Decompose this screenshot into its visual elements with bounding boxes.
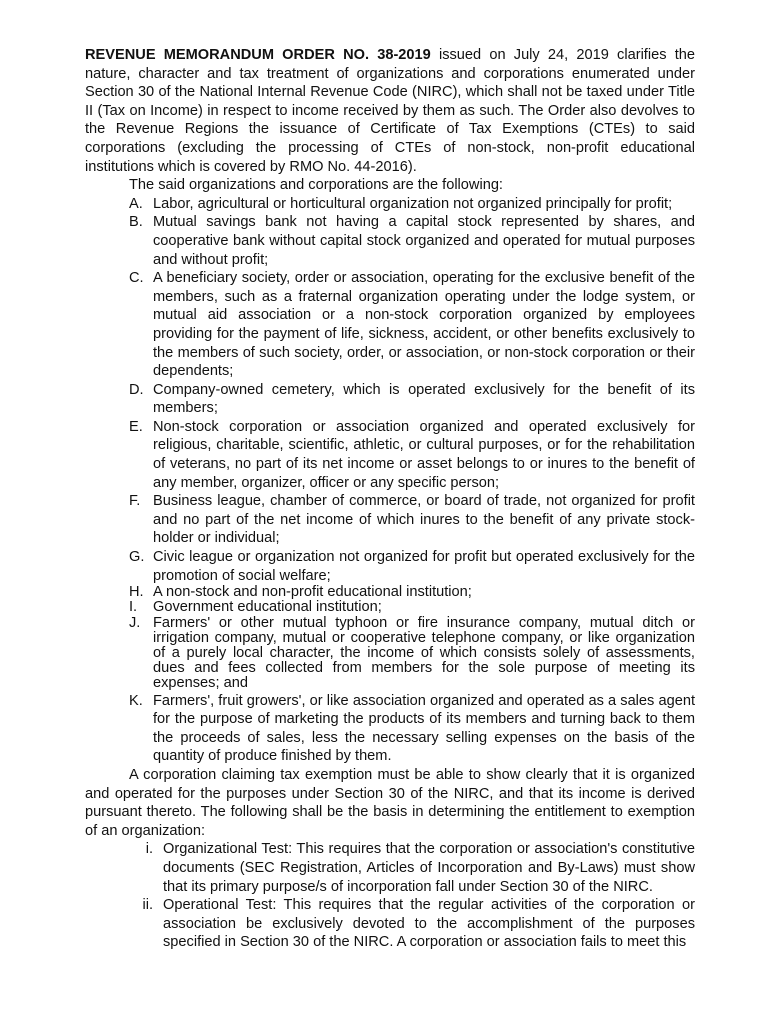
list-item xyxy=(85,381,695,418)
item-text: Non-stock corporation or association organized and operated exclusively for religious, charitable, scientific, athletic, or cultural purposes, or for the rehabilitation of veterans, no part of its net income or asset belongs to or inures to the benefit of any member, organizer, officer or any specific person; xyxy=(153,418,695,491)
list-item xyxy=(85,548,695,585)
list-item xyxy=(85,616,695,692)
item-text: Government educational institution; xyxy=(153,599,382,616)
organizations-list xyxy=(85,195,695,766)
item-marker: F. xyxy=(129,493,141,510)
intro-text: issued on July 24, 2019 clarifies the nature, character and tax treatment of organizations and corporations enumerated under Section 30 of the National Internal Revenue Code (NIRC), which shall not be taxed under Title II (Tax on Income) in respect to income received by them as such. The Order also devolves to the Revenue Regions the issuance of Certificate of Tax Exemptions (CTEs) to said corporations (excluding the processing of CTEs of non-stock, non-profit educational institutions which is covered by RMO No. 44-2016). xyxy=(85,47,695,175)
item-marker: K. xyxy=(129,692,143,709)
item-text: A non-stock and non-profit educational institution; xyxy=(153,584,472,601)
item-text: Business league, chamber of commerce, or board of trade, not organized for profit and no part of the net income of which inures to the benefit of any private stock-holder or individual; xyxy=(153,493,695,547)
item-marker: C. xyxy=(129,270,144,287)
list-item xyxy=(85,585,695,600)
item-text: Farmers', fruit growers', or like association organized and operated as a sales agent for the purpose of marketing the products of its members and turning back to them the proceeds of sales, less the necessary selling expenses on the basis of the quantity of produce finished by them. xyxy=(153,692,695,765)
item-marker: E. xyxy=(129,418,143,435)
list-item xyxy=(85,840,695,896)
list-item xyxy=(85,195,695,214)
intro-paragraph xyxy=(85,46,695,176)
item-text: Organizational Test: This requires that the corporation or association's constitutive documents (SEC Registration, Articles of Incorporation and By-Laws) must show that its primary purpose/s of incorporation fall under Section 30 of the NIRC. xyxy=(163,841,695,895)
list-item xyxy=(85,269,695,381)
item-marker: J. xyxy=(129,614,141,631)
item-text: Farmers' or other mutual typhoon or fire insurance company, mutual ditch or irrigation company, mutual or cooperative telephone company, or like organization of a purely local character, the income of which consists solely of assessments, dues and fees collected from members for the sole purpose of meeting its expenses; and xyxy=(153,614,695,692)
item-marker: I. xyxy=(129,599,138,616)
item-marker: G. xyxy=(129,549,145,566)
list-lead: The said organizations and corporations are the following: xyxy=(129,177,503,194)
item-marker: H. xyxy=(129,584,144,601)
item-marker: B. xyxy=(129,214,143,231)
item-text: A beneficiary society, order or association, operating for the exclusive benefit of the members, such as a fraternal organization operating under the lodge system, or mutual aid association or a non-stock corporation organized by employees providing for the payment of life, sickness, accident, or other benefits exclusively to the members of such society, order, or association, or non-stock corporation or their dependents; xyxy=(153,270,695,380)
list-item xyxy=(85,418,695,492)
item-marker: A. xyxy=(129,195,143,212)
item-text: Mutual savings bank not having a capital stock represented by shares, and cooperative bank without capital stock organized and operated for mutual purposes and without profit; xyxy=(153,214,695,268)
list-item xyxy=(85,896,695,952)
list-item xyxy=(85,213,695,269)
item-text: Labor, agricultural or horticultural organization not organized principally for profit; xyxy=(153,195,673,212)
tests-list xyxy=(85,840,695,952)
item-text: Company-owned cemetery, which is operated exclusively for the benefit of its members; xyxy=(153,381,695,417)
list-item xyxy=(85,600,695,615)
list-item xyxy=(85,492,695,548)
item-text: Operational Test: This requires that the regular activities of the corporation or association be exclusively devoted to the accomplishment of the purposes specified in Section 30 of the NIRC. A corporation or association fails to meet this xyxy=(163,897,695,951)
criteria-paragraph: A corporation claiming tax exemption must be able to show clearly that it is organized and operated for the purposes under Section 30 of the NIRC, and that its income is derived pursuant thereto. The following shall be the basis in determining the entitlement to exemption of an organization: xyxy=(85,767,695,839)
list-item xyxy=(85,692,695,766)
item-text: Civic league or organization not organized for profit but operated exclusively for the promotion of social welfare; xyxy=(153,549,695,584)
item-marker: D. xyxy=(129,381,144,398)
memo-title: REVENUE MEMORANDUM ORDER NO. 38-2019 xyxy=(85,47,431,63)
item-marker: i. xyxy=(145,841,153,858)
item-marker: ii. xyxy=(142,897,153,914)
